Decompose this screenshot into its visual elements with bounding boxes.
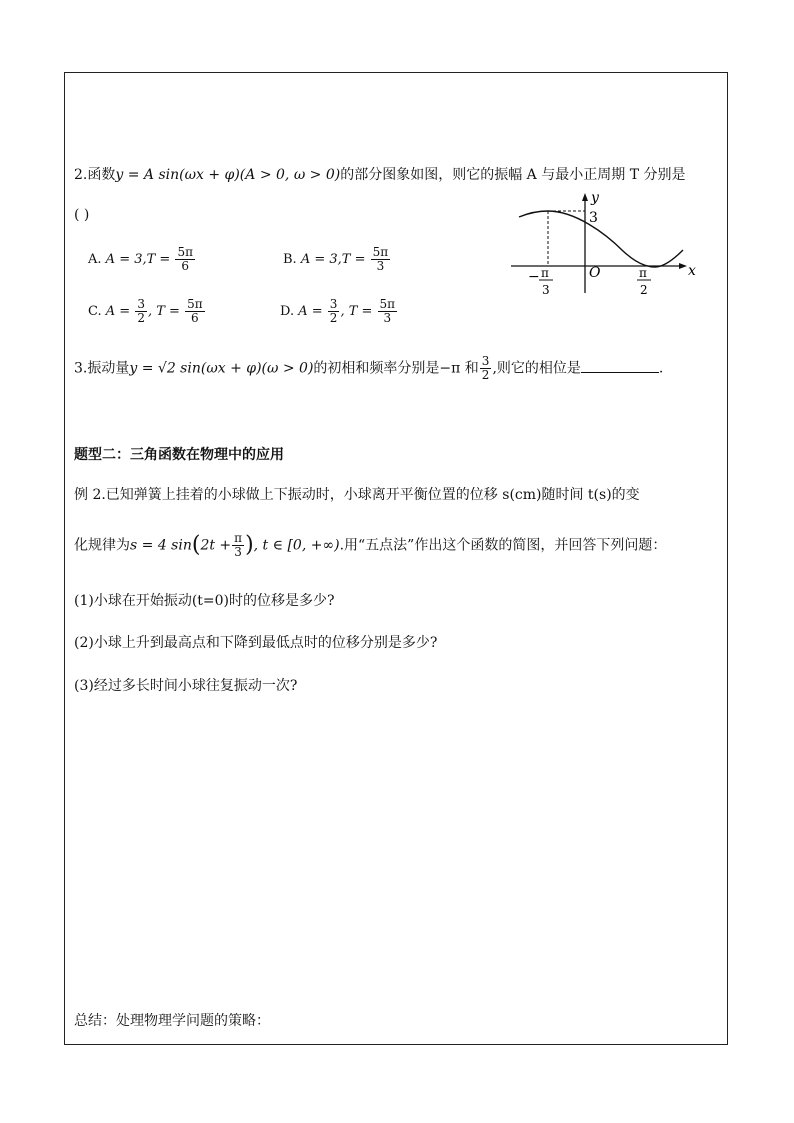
example-formula: s = 4 sin xyxy=(130,537,192,554)
sub-question-1: (1)小球在开始振动(t=0)时的位移是多少? xyxy=(74,593,335,609)
sine-graph xyxy=(505,188,705,300)
section-title: 题型二：三角函数在物理中的应用 xyxy=(74,447,284,463)
option-d: D. A = $\frac{3}{2}$ , T = $\frac{5\pi}{3}$ xyxy=(280,297,396,325)
option-c: C. A = $\frac{3}{2}$ , T = $\frac{5\pi}{6}$ xyxy=(88,297,203,325)
example-line2: 化规律为s = 4 sin(2t + $\frac{\pi}{3}$ ), t ∈ [0, +∞).用“五点法”作出这个函数的简图，并回答下列问题： xyxy=(74,531,667,559)
sine-curve xyxy=(519,211,683,267)
left-den: 3 xyxy=(542,283,550,297)
q3-stem: 3.振动量y = √2 sin(ωx + φ)(ω > 0)的初相和频率分别是−π 和 $\frac{3}{2}$ ,则它的相位是 . xyxy=(74,354,664,382)
q3-formula: y = √2 sin(ωx + φ)(ω > 0) xyxy=(129,360,314,377)
q2-formula: y = A sin(ωx + φ)(A > 0, ω > 0) xyxy=(115,167,341,183)
max-label: 3 xyxy=(589,210,598,226)
summary: 总结：处理物理学问题的策略： xyxy=(74,1013,270,1029)
answer-blank xyxy=(581,358,659,373)
left-sign: − xyxy=(528,269,540,285)
q2-stem: 2.函数y = A sin(ωx + φ)(A > 0, ω > 0)的部分图象如图，则它的振幅 A 与最小正周期 T 分别是 xyxy=(74,167,686,183)
option-b: B. A = 3,T = $\frac{5\pi}{3}$ xyxy=(283,245,389,273)
example-line1: 例 2.已知弹簧上挂着的小球做上下振动时，小球离开平衡位置的位移 s(cm)随时间 t(s)的变 xyxy=(74,487,640,503)
left-num: π xyxy=(541,266,549,280)
origin-label: O xyxy=(589,265,601,281)
sub-question-3: (3)经过多长时间小球往复振动一次? xyxy=(74,678,298,694)
right-den: 2 xyxy=(640,283,648,297)
y-axis-arrow xyxy=(582,193,588,201)
x-label: x xyxy=(688,263,696,279)
right-num: π xyxy=(639,266,647,280)
sub-question-2: (2)小球上升到最高点和下降到最低点时的位移分别是多少? xyxy=(74,635,438,651)
x-axis-arrow xyxy=(679,263,687,269)
option-a: A. A = 3,T = $\frac{5\pi}{6}$ xyxy=(88,245,193,273)
q2-paren: ( ) xyxy=(74,207,90,223)
y-label: y xyxy=(591,190,599,206)
